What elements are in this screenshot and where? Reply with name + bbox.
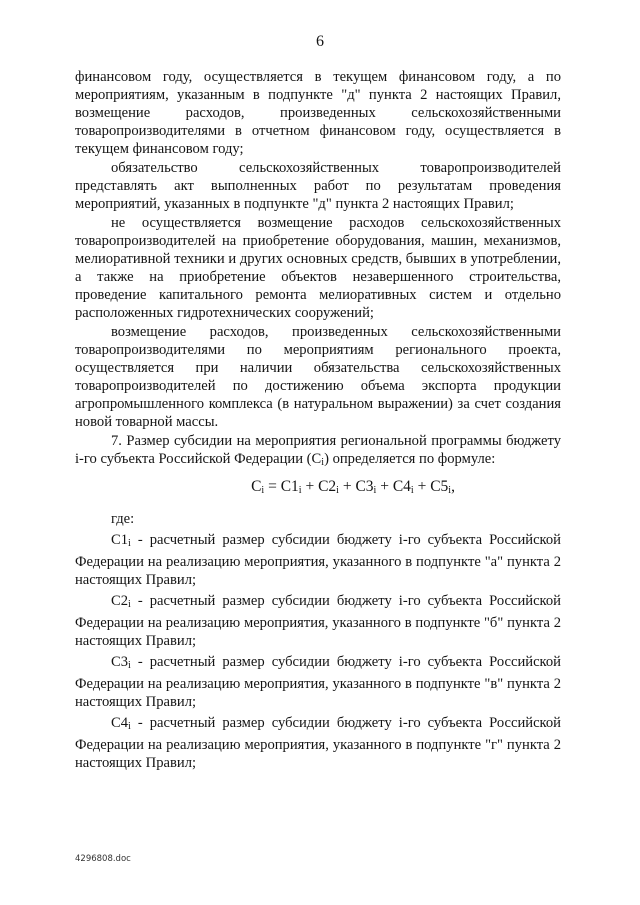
paragraph-obligation: обязательство сельскохозяйственных товаропроизводителей представлять акт выполненных работ по результатам проведения мероприятий, указанных в подпункте "д" пункта 2 настоящих Правил; <box>75 160 561 212</box>
definition-c3: $C3_i$ - расчетный размер субсидии бюджету i-го субъекта Российской Федерации на реализацию мероприятия, указанного в подпункте "в" пункта 2 настоящих Правил; <box>75 654 561 710</box>
definition-c1: $C1_i$ - расчетный размер субсидии бюджету i-го субъекта Российской Федерации на реализацию мероприятия, указанного в подпункте "а" пункта 2 настоящих Правил; <box>75 532 561 588</box>
paragraph-no-reimbursement: не осуществляется возмещение расходов сельскохозяйственных товаропроизводителей на приобретение оборудования, машин, механизмов, мелиоративной техники и других основных средств, бывших в употреблении, а также на приобретение объектов незавершенного строительства, проведение капитального ремонта мелиоративных систем и отдельно расположенных гидротехнических сооружений; <box>75 215 561 321</box>
subsidy-formula: $C_i = C1_i + C2_i + C3_i + C4_i + C5_i$, <box>251 478 455 496</box>
where-label: где: <box>111 511 135 527</box>
definition-c4: $C4_i$ - расчетный размер субсидии бюджету i-го субъекта Российской Федерации на реализацию мероприятия, указанного в подпункте "г" пункта 2 настоящих Правил; <box>75 715 561 771</box>
page-number: 6 <box>316 33 324 50</box>
document-body <box>75 68 561 773</box>
paragraph-item-7: 7. Размер субсидии на мероприятия региональной программы бюджету i-го субъекта Российской Федерации $(C_i)$ определяется по формуле: <box>75 433 561 468</box>
paragraph-continuation: финансовом году, осуществляется в текущем финансовом году, а по мероприятиям, указанным в подпункте "д" пункта 2 настоящих Правил, возмещение расходов, произведенных сельскохозяйственными товаропроизводителями в отчетном финансовом году, осуществляется в текущем финансовом году; <box>75 69 561 157</box>
paragraph-export: возмещение расходов, произведенных сельскохозяйственными товаропроизводителями по мероприятиям регионального проекта, осуществляется при наличии обязательства сельскохозяйственных товаропроизводителей по достижению объема экспорта продукции агропромышленного комплекса (в натуральном выражении) за счет создания новой товарной массы. <box>75 324 561 430</box>
definition-c2: $C2_i$ - расчетный размер субсидии бюджету i-го субъекта Российской Федерации на реализацию мероприятия, указанного в подпункте "б" пункта 2 настоящих Правил; <box>75 593 561 649</box>
document-filename: 4296808.doc <box>75 854 131 864</box>
